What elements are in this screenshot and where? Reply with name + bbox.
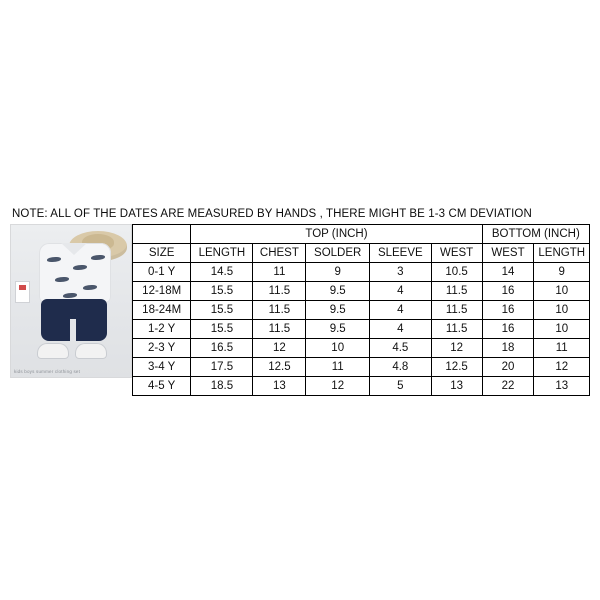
cell-solder: 9.5 <box>306 320 370 339</box>
column-header-bottom-length: LENGTH <box>534 244 590 263</box>
cell-size: 0-1 Y <box>133 263 191 282</box>
group-header-top: TOP (INCH) <box>191 225 482 244</box>
cell-sleeve: 4 <box>370 320 432 339</box>
photo-caption: kids boys summer clothing set <box>14 369 81 374</box>
cell-chest: 13 <box>253 377 306 396</box>
size-chart-container <box>10 208 590 396</box>
measurements-table <box>132 224 590 396</box>
cell-top-west: 11.5 <box>431 301 482 320</box>
cell-bottom-west: 18 <box>482 339 534 358</box>
cell-size: 3-4 Y <box>133 358 191 377</box>
shoe-left-graphic <box>37 343 69 359</box>
table-row <box>133 377 590 396</box>
cell-size: 12-18M <box>133 282 191 301</box>
column-header-size: SIZE <box>133 244 191 263</box>
cell-size: 18-24M <box>133 301 191 320</box>
cell-top-length: 18.5 <box>191 377 253 396</box>
product-photo <box>10 224 132 378</box>
cell-solder: 9.5 <box>306 282 370 301</box>
color-swatch <box>15 281 30 303</box>
fish-pattern-icon <box>73 265 87 270</box>
cell-bottom-length: 10 <box>534 320 590 339</box>
cell-bottom-west: 22 <box>482 377 534 396</box>
table-row <box>133 320 590 339</box>
cell-top-length: 15.5 <box>191 301 253 320</box>
table-head <box>133 225 590 263</box>
chart-body <box>10 224 590 396</box>
cell-top-west: 11.5 <box>431 282 482 301</box>
cell-bottom-length: 9 <box>534 263 590 282</box>
cell-top-west: 12.5 <box>431 358 482 377</box>
cell-top-length: 17.5 <box>191 358 253 377</box>
cell-sleeve: 4 <box>370 301 432 320</box>
cell-bottom-west: 20 <box>482 358 534 377</box>
table-row <box>133 301 590 320</box>
cell-bottom-length: 12 <box>534 358 590 377</box>
cell-chest: 12 <box>253 339 306 358</box>
fish-pattern-icon <box>55 277 69 282</box>
cell-size: 1-2 Y <box>133 320 191 339</box>
fish-pattern-icon <box>47 257 61 262</box>
shorts-graphic <box>41 299 107 341</box>
table-row <box>133 358 590 377</box>
cell-top-length: 15.5 <box>191 282 253 301</box>
cell-top-west: 13 <box>431 377 482 396</box>
fish-pattern-icon <box>63 293 77 298</box>
column-header-sleeve: SLEEVE <box>370 244 432 263</box>
column-header-top-west: WEST <box>431 244 482 263</box>
shoe-right-graphic <box>75 343 107 359</box>
cell-bottom-length: 11 <box>534 339 590 358</box>
group-header-blank <box>133 225 191 244</box>
cell-sleeve: 4 <box>370 282 432 301</box>
table-body <box>133 263 590 396</box>
cell-chest: 11.5 <box>253 282 306 301</box>
cell-bottom-west: 16 <box>482 320 534 339</box>
cell-size: 2-3 Y <box>133 339 191 358</box>
cell-bottom-west: 14 <box>482 263 534 282</box>
table-row <box>133 263 590 282</box>
group-header-bottom: BOTTOM (INCH) <box>482 225 589 244</box>
cell-bottom-length: 10 <box>534 282 590 301</box>
table-row <box>133 282 590 301</box>
cell-bottom-west: 16 <box>482 301 534 320</box>
cell-sleeve: 3 <box>370 263 432 282</box>
cell-sleeve: 5 <box>370 377 432 396</box>
cell-sleeve: 4.5 <box>370 339 432 358</box>
cell-sleeve: 4.8 <box>370 358 432 377</box>
cell-solder: 12 <box>306 377 370 396</box>
column-header-bottom-west: WEST <box>482 244 534 263</box>
column-header-solder: SOLDER <box>306 244 370 263</box>
cell-size: 4-5 Y <box>133 377 191 396</box>
cell-top-west: 12 <box>431 339 482 358</box>
group-header-row <box>133 225 590 244</box>
cell-top-length: 14.5 <box>191 263 253 282</box>
cell-solder: 9 <box>306 263 370 282</box>
cell-bottom-length: 13 <box>534 377 590 396</box>
cell-solder: 9.5 <box>306 301 370 320</box>
cell-chest: 11.5 <box>253 320 306 339</box>
cell-top-west: 10.5 <box>431 263 482 282</box>
cell-solder: 11 <box>306 358 370 377</box>
cell-bottom-length: 10 <box>534 301 590 320</box>
cell-top-west: 11.5 <box>431 320 482 339</box>
cell-chest: 11 <box>253 263 306 282</box>
cell-solder: 10 <box>306 339 370 358</box>
cell-top-length: 15.5 <box>191 320 253 339</box>
column-header-chest: CHEST <box>253 244 306 263</box>
fish-pattern-icon <box>91 255 105 260</box>
fish-pattern-icon <box>83 285 97 290</box>
cell-top-length: 16.5 <box>191 339 253 358</box>
cell-chest: 12.5 <box>253 358 306 377</box>
column-header-top-length: LENGTH <box>191 244 253 263</box>
cell-bottom-west: 16 <box>482 282 534 301</box>
cell-chest: 11.5 <box>253 301 306 320</box>
note-text: NOTE: ALL OF THE DATES ARE MEASURED BY HANDS , THERE MIGHT BE 1-3 CM DEVIATION <box>12 208 532 220</box>
column-header-row <box>133 244 590 263</box>
table-row <box>133 339 590 358</box>
